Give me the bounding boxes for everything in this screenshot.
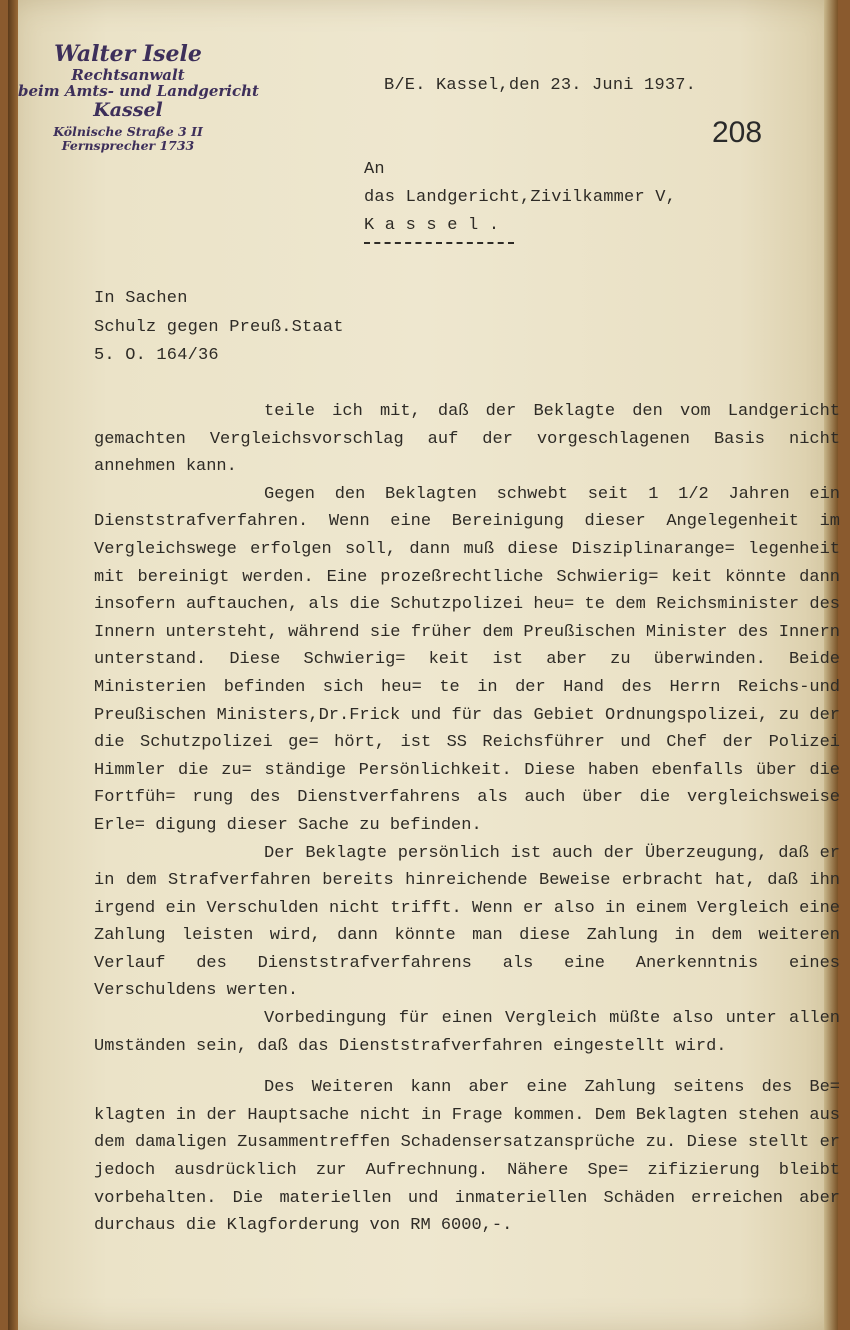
recipient-line-2: das Landgericht,Zivilkammer V, [364,188,677,207]
reference-date: B/E. Kassel,den 23. Juni 1937. [384,76,697,95]
binder-edge [8,0,18,1330]
paragraph-3: Der Beklagte persönlich ist auch der Überzeugung, daß er in dem Strafverfahren bereits hinreichende Beweise erbracht hat, daß ihn irgend ein Verschulden nicht trifft. Wenn er also in einem Vergleich eine Zahlung leisten wird, dann könnte man diese Zahlung in dem weiteren Verlauf des Dienststrafverfahrens als eine Anerkenntnis eines Verschuldens werten. [94,843,840,1001]
letterhead-city: Kassel [93,99,163,122]
letterhead-phone: Fernsprecher 1733 [61,138,195,154]
letter-body [94,398,840,1240]
letterhead-stamp [18,41,259,154]
document-page [8,0,838,1330]
recipient-underline [364,242,514,244]
paragraph-1: teile ich mit, daß der Beklagte den vom Landgericht gemachten Vergleichsvorschlag auf der vorgeschlagenen Basis nicht annehmen kann. [94,402,840,477]
letterhead-court: beim Amts- und Landgericht [18,82,259,101]
case-line-2: Schulz gegen Preuß.Staat [94,318,344,337]
paragraph-4: Vorbedingung für einen Vergleich müßte also unter allen Umständen sein, daß das Dienststrafverfahren eingestellt wird. [94,1009,840,1056]
letterhead-title: Rechtsanwalt [71,65,185,84]
letterhead-name: Walter Isele [54,41,202,67]
paragraph-5: Des Weiteren kann aber eine Zahlung seitens des Be= klagten in der Hauptsache nicht in Frage kommen. Dem Beklagten stehen aus dem damaligen Zusammentreffen Schadensersatzansprüche zu. Diese stellt er jedoch ausdrücklich zur Aufrechnung. Nähere Spe= zifizierung bleibt vorbehalten. Die materiellen und inmateriellen Schäden erreichen aber durchaus die Klagforderung von RM 6000,-. [94,1078,840,1236]
case-line-1: In Sachen [94,289,188,308]
letterhead-address: Kölnische Straße 3 II [53,124,203,140]
recipient-line-3: K a s s e l . [364,216,500,235]
paragraph-2: Gegen den Beklagten schwebt seit 1 1/2 Jahren ein Dienststrafverfahren. Wenn eine Bereinigung dieser Angelegenheit im Vergleichswege erfolgen soll, dann muß diese Disziplinarange= legenheit mit bereinigt werden. Eine prozeßrechtliche Schwierig= keit könnte dann insofern auftauchen, als die Schutzpolizei heu= te dem Reichsminister des Innern untersteht, während sie früher dem Preußischen Minister des Innern unterstand. Diese Schwierig= keit ist aber zu überwinden. Beide Ministerien befinden sich heu= te in der Hand des Herrn Reichs-und Preußischen Ministers,Dr.Frick und für das Gebiet Ordnungspolizei, zu der die Schutzpolizei ge= hört, ist SS Reichsführer und Chef der Polizei Himmler die zu= ständige Persönlichkeit. Diese haben ebenfalls über die Fortfüh= rung des Dienstverfahrens als auch über die vergleichsweise Erle= digung dieser Sache zu befinden. [94,484,840,835]
folio-number: 208 [712,116,763,149]
case-line-3: 5. O. 164/36 [94,346,219,365]
recipient-line-1: An [364,160,385,179]
